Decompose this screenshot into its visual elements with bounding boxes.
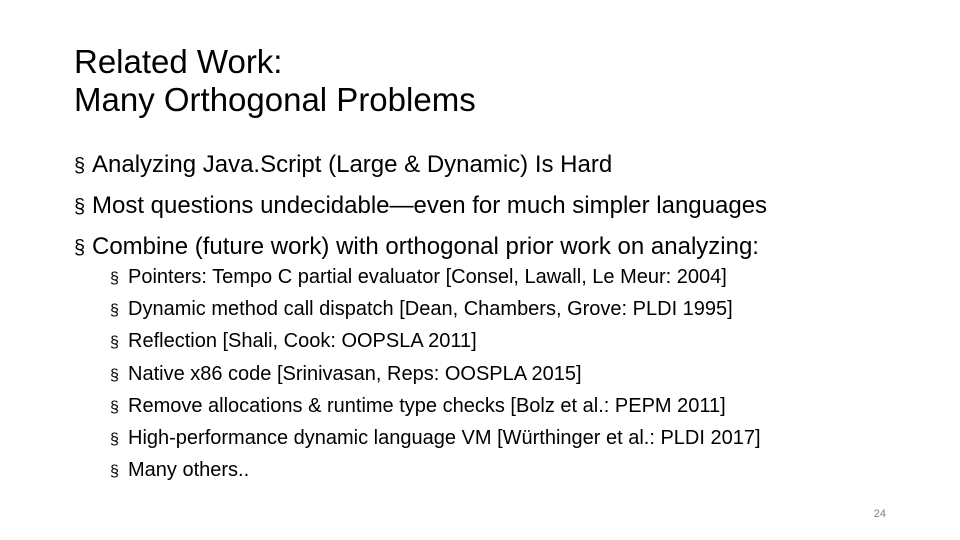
- sub-bullet-item: [110, 455, 761, 487]
- sub-bullet-item: [110, 326, 761, 358]
- bullet-icon: §: [74, 196, 86, 218]
- sub-bullet-item: [110, 294, 761, 326]
- bullet-item: [74, 186, 767, 227]
- bullet-icon: §: [74, 237, 86, 259]
- page-number: 24: [873, 508, 886, 520]
- bullet-icon: §: [110, 270, 119, 287]
- bullet-list-level-1: [74, 145, 767, 268]
- bullet-icon: §: [110, 463, 119, 481]
- bullet-list-level-2: [110, 262, 761, 487]
- sub-bullet-text: Dynamic method call dispatch [Dean, Chambers, Grove: PLDI 1995]: [128, 298, 733, 321]
- bullet-text: Combine (future work) with orthogonal prior work on analyzing:: [92, 233, 759, 260]
- bullet-icon: §: [110, 366, 119, 384]
- bullet-text: Analyzing Java.Script (Large & Dynamic) Is Hard: [92, 151, 613, 178]
- slide-title: [74, 43, 476, 119]
- bullet-item: [74, 145, 767, 186]
- sub-bullet-item: [110, 391, 761, 423]
- sub-bullet-text: Remove allocations & runtime type checks [Bolz et al.: PEPM 2011]: [128, 394, 726, 417]
- bullet-icon: §: [110, 431, 119, 449]
- sub-bullet-text: Native x86 code [Srinivasan, Reps: OOSPLA 2015]: [128, 362, 582, 385]
- bullet-icon: §: [110, 334, 119, 352]
- sub-bullet-item: [110, 423, 761, 455]
- title-line-2: Many Orthogonal Problems: [74, 81, 476, 118]
- bullet-icon: §: [110, 398, 119, 416]
- sub-bullet-item: [110, 359, 761, 391]
- bullet-icon: §: [74, 155, 86, 177]
- sub-bullet-text: Reflection [Shali, Cook: OOPSLA 2011]: [128, 330, 477, 353]
- sub-bullet-text: Pointers: Tempo C partial evaluator [Consel, Lawall, Le Meur: 2004]: [128, 266, 727, 288]
- bullet-text: Most questions undecidable—even for much simpler languages: [92, 192, 768, 219]
- sub-bullet-text: High-performance dynamic language VM [Würthinger et al.: PLDI 2017]: [128, 427, 761, 450]
- title-line-1: Related Work:: [74, 43, 283, 80]
- sub-bullet-text: Many others..: [128, 459, 250, 482]
- bullet-icon: §: [110, 302, 119, 320]
- sub-bullet-item: [110, 262, 761, 294]
